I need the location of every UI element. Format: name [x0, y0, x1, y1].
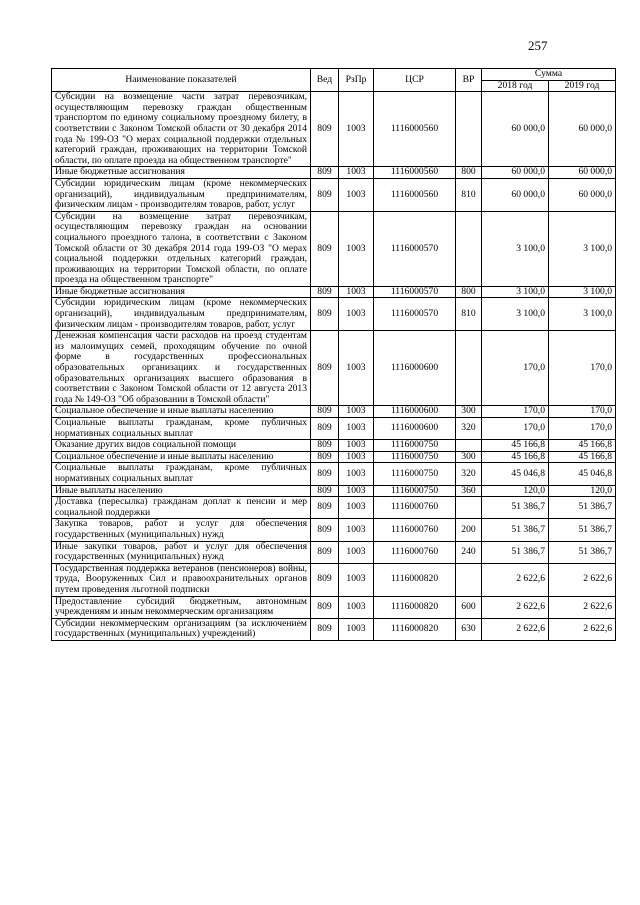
- cell-2019: 2 622,6: [549, 596, 616, 618]
- cell-vr: 800: [456, 286, 482, 298]
- cell-csr: 1116000750: [374, 451, 456, 463]
- cell-name: Социальные выплаты гражданам, кроме публичных нормативных социальных выплат: [52, 463, 311, 485]
- cell-2019: 60 000,0: [549, 92, 616, 167]
- cell-vr: 810: [456, 298, 482, 331]
- cell-name: Субсидии на возмещение части затрат перевозчикам, осуществляющим перевозку граждан общественным транспортом по единому социальному проездному билету, в соответствии с Законом Томской области от 30 декабря 2014 года № 199-ОЗ "О мерах социальной поддержки отдельных категорий граждан, проживающих на территории Томской области, по оплате проезда на общественном транспорте": [52, 92, 311, 167]
- header-2019: 2019 год: [549, 80, 616, 92]
- cell-2018: 2 622,6: [482, 596, 549, 618]
- cell-vr: 630: [456, 618, 482, 640]
- cell-rzpr: 1003: [339, 485, 374, 497]
- cell-rzpr: 1003: [339, 519, 374, 541]
- cell-csr: 1116000820: [374, 618, 456, 640]
- cell-2019: 45 166,8: [549, 440, 616, 452]
- cell-rzpr: 1003: [339, 418, 374, 440]
- cell-ved: 809: [311, 331, 339, 406]
- cell-name: Субсидии на возмещение затрат перевозчикам, осуществляющим перевозку граждан на основании социального проездного талона, в соответствии с Законом Томской области от 30 декабря 2014 года 199-ОЗ "О мерах социальной поддержки отдельных категорий граждан, проживающих на территории Томской области, по оплате проезда на общественном транспорте": [52, 211, 311, 286]
- cell-name: Субсидии юридическим лицам (кроме некоммерческих организаций), индивидуальным предпринимателям, физическим лицам - производителям товаров, работ, услуг: [52, 298, 311, 331]
- cell-2018: 170,0: [482, 406, 549, 418]
- cell-2019: 170,0: [549, 406, 616, 418]
- cell-ved: 809: [311, 596, 339, 618]
- cell-2019: 60 000,0: [549, 178, 616, 211]
- cell-name: Государственная поддержка ветеранов (пенсионеров) войны, труда, Вооруженных Сил и правоохранительных органов путем проведения льготной подписки: [52, 563, 311, 596]
- cell-rzpr: 1003: [339, 92, 374, 167]
- cell-rzpr: 1003: [339, 497, 374, 519]
- cell-2018: 51 386,7: [482, 497, 549, 519]
- cell-name: Социальные выплаты гражданам, кроме публичных нормативных социальных выплат: [52, 418, 311, 440]
- table-row: [52, 440, 616, 452]
- table-body: [52, 92, 616, 641]
- cell-ved: 809: [311, 298, 339, 331]
- header-rzpr: РзПр: [339, 69, 374, 92]
- cell-csr: 1116000570: [374, 211, 456, 286]
- cell-vr: 800: [456, 167, 482, 179]
- cell-csr: 1116000600: [374, 406, 456, 418]
- table-row: [52, 167, 616, 179]
- cell-2019: 45 166,8: [549, 451, 616, 463]
- table-row: [52, 596, 616, 618]
- cell-csr: 1116000750: [374, 440, 456, 452]
- cell-ved: 809: [311, 519, 339, 541]
- cell-rzpr: 1003: [339, 463, 374, 485]
- cell-ved: 809: [311, 563, 339, 596]
- cell-vr: 320: [456, 463, 482, 485]
- cell-rzpr: 1003: [339, 541, 374, 563]
- cell-rzpr: 1003: [339, 451, 374, 463]
- table-row: [52, 485, 616, 497]
- cell-ved: 809: [311, 92, 339, 167]
- cell-csr: 1116000820: [374, 563, 456, 596]
- cell-2019: 45 046,8: [549, 463, 616, 485]
- cell-name: Субсидии юридическим лицам (кроме некоммерческих организаций), индивидуальным предпринимателям, физическим лицам - производителям товаров, работ, услуг: [52, 178, 311, 211]
- cell-2019: 3 100,0: [549, 286, 616, 298]
- cell-csr: 1116000560: [374, 167, 456, 179]
- cell-ved: 809: [311, 178, 339, 211]
- cell-csr: 1116000820: [374, 596, 456, 618]
- cell-ved: 809: [311, 497, 339, 519]
- cell-ved: 809: [311, 451, 339, 463]
- cell-2019: 60 000,0: [549, 167, 616, 179]
- cell-vr: 200: [456, 519, 482, 541]
- cell-ved: 809: [311, 286, 339, 298]
- cell-csr: 1116000760: [374, 497, 456, 519]
- cell-rzpr: 1003: [339, 596, 374, 618]
- cell-vr: [456, 331, 482, 406]
- table-header: [52, 69, 616, 92]
- table-row: [52, 463, 616, 485]
- cell-name: Социальное обеспечение и иные выплаты населению: [52, 406, 311, 418]
- cell-2018: 2 622,6: [482, 618, 549, 640]
- cell-ved: 809: [311, 211, 339, 286]
- cell-2019: 3 100,0: [549, 211, 616, 286]
- header-2018: 2018 год: [482, 80, 549, 92]
- table-row: [52, 519, 616, 541]
- cell-rzpr: 1003: [339, 286, 374, 298]
- cell-name: Закупка товаров, работ и услуг для обеспечения государственных (муниципальных) нужд: [52, 519, 311, 541]
- cell-name: Социальное обеспечение и иные выплаты населению: [52, 451, 311, 463]
- cell-2018: 51 386,7: [482, 519, 549, 541]
- cell-2018: 170,0: [482, 331, 549, 406]
- cell-2019: 2 622,6: [549, 563, 616, 596]
- header-vr: ВР: [456, 69, 482, 92]
- cell-rzpr: 1003: [339, 440, 374, 452]
- cell-rzpr: 1003: [339, 563, 374, 596]
- cell-rzpr: 1003: [339, 178, 374, 211]
- header-csr: ЦСР: [374, 69, 456, 92]
- table-row: [52, 92, 616, 167]
- cell-name: Иные бюджетные ассигнования: [52, 286, 311, 298]
- cell-vr: [456, 563, 482, 596]
- cell-rzpr: 1003: [339, 298, 374, 331]
- cell-2018: 51 386,7: [482, 541, 549, 563]
- cell-rzpr: 1003: [339, 167, 374, 179]
- cell-2019: 51 386,7: [549, 519, 616, 541]
- cell-ved: 809: [311, 541, 339, 563]
- cell-name: Денежная компенсация части расходов на проезд студентам из малоимущих семей, проходящим обучение по очной форме в государственных профессиональных образовательных организациях и государственных образовательных организациях высшего образования в соответствии с Законом Томской области от 12 августа 2013 года № 149-ОЗ "Об образовании в Томской области": [52, 331, 311, 406]
- cell-2019: 120,0: [549, 485, 616, 497]
- table-row: [52, 451, 616, 463]
- cell-vr: 600: [456, 596, 482, 618]
- cell-vr: 360: [456, 485, 482, 497]
- cell-csr: 1116000760: [374, 541, 456, 563]
- cell-name: Иные закупки товаров, работ и услуг для обеспечения государственных (муниципальных) нужд: [52, 541, 311, 563]
- table-row: [52, 497, 616, 519]
- cell-csr: 1116000760: [374, 519, 456, 541]
- cell-2019: 170,0: [549, 331, 616, 406]
- cell-vr: 240: [456, 541, 482, 563]
- table-row: [52, 178, 616, 211]
- cell-csr: 1116000570: [374, 298, 456, 331]
- cell-csr: 1116000600: [374, 331, 456, 406]
- table-row: [52, 331, 616, 406]
- cell-2018: 45 166,8: [482, 440, 549, 452]
- cell-name: Иные бюджетные ассигнования: [52, 167, 311, 179]
- table-row: [52, 211, 616, 286]
- cell-ved: 809: [311, 406, 339, 418]
- cell-rzpr: 1003: [339, 331, 374, 406]
- cell-vr: 810: [456, 178, 482, 211]
- cell-vr: 300: [456, 406, 482, 418]
- cell-2018: 60 000,0: [482, 167, 549, 179]
- cell-name: Предоставление субсидий бюджетным, автономным учреждениям и иным некоммерческим организациям: [52, 596, 311, 618]
- table-row: [52, 406, 616, 418]
- cell-csr: 1116000560: [374, 92, 456, 167]
- cell-2018: 60 000,0: [482, 92, 549, 167]
- cell-name: Иные выплаты населению: [52, 485, 311, 497]
- cell-2018: 2 622,6: [482, 563, 549, 596]
- cell-ved: 809: [311, 463, 339, 485]
- cell-2019: 51 386,7: [549, 497, 616, 519]
- cell-ved: 809: [311, 167, 339, 179]
- cell-rzpr: 1003: [339, 211, 374, 286]
- cell-rzpr: 1003: [339, 406, 374, 418]
- cell-csr: 1116000600: [374, 418, 456, 440]
- cell-csr: 1116000560: [374, 178, 456, 211]
- header-name: Наименование показателей: [52, 69, 311, 92]
- header-sum: Сумма: [482, 69, 616, 81]
- cell-2018: 3 100,0: [482, 298, 549, 331]
- cell-2018: 3 100,0: [482, 286, 549, 298]
- cell-vr: 300: [456, 451, 482, 463]
- cell-2019: 3 100,0: [549, 298, 616, 331]
- cell-ved: 809: [311, 418, 339, 440]
- cell-ved: 809: [311, 618, 339, 640]
- cell-vr: [456, 211, 482, 286]
- cell-2018: 45 166,8: [482, 451, 549, 463]
- cell-2019: 51 386,7: [549, 541, 616, 563]
- cell-name: Оказание других видов социальной помощи: [52, 440, 311, 452]
- header-ved: Вед: [311, 69, 339, 92]
- cell-2018: 3 100,0: [482, 211, 549, 286]
- cell-ved: 809: [311, 440, 339, 452]
- cell-csr: 1116000750: [374, 485, 456, 497]
- table-row: [52, 418, 616, 440]
- cell-2018: 60 000,0: [482, 178, 549, 211]
- cell-vr: [456, 497, 482, 519]
- cell-2018: 45 046,8: [482, 463, 549, 485]
- budget-table: [51, 68, 616, 641]
- cell-vr: [456, 92, 482, 167]
- cell-ved: 809: [311, 485, 339, 497]
- cell-rzpr: 1003: [339, 618, 374, 640]
- cell-csr: 1116000570: [374, 286, 456, 298]
- cell-csr: 1116000750: [374, 463, 456, 485]
- table-row: [52, 298, 616, 331]
- cell-vr: 320: [456, 418, 482, 440]
- cell-2018: 120,0: [482, 485, 549, 497]
- cell-2018: 170,0: [482, 418, 549, 440]
- cell-name: Доставка (пересылка) гражданам доплат к пенсии и мер социальной поддержки: [52, 497, 311, 519]
- cell-2019: 2 622,6: [549, 618, 616, 640]
- cell-name: Субсидии некоммерческим организациям (за исключением государственных (муниципальных) учреждений): [52, 618, 311, 640]
- cell-2019: 170,0: [549, 418, 616, 440]
- table-row: [52, 286, 616, 298]
- table-row: [52, 563, 616, 596]
- page-number: 257: [528, 38, 548, 53]
- table-row: [52, 541, 616, 563]
- cell-vr: [456, 440, 482, 452]
- table-row: [52, 618, 616, 640]
